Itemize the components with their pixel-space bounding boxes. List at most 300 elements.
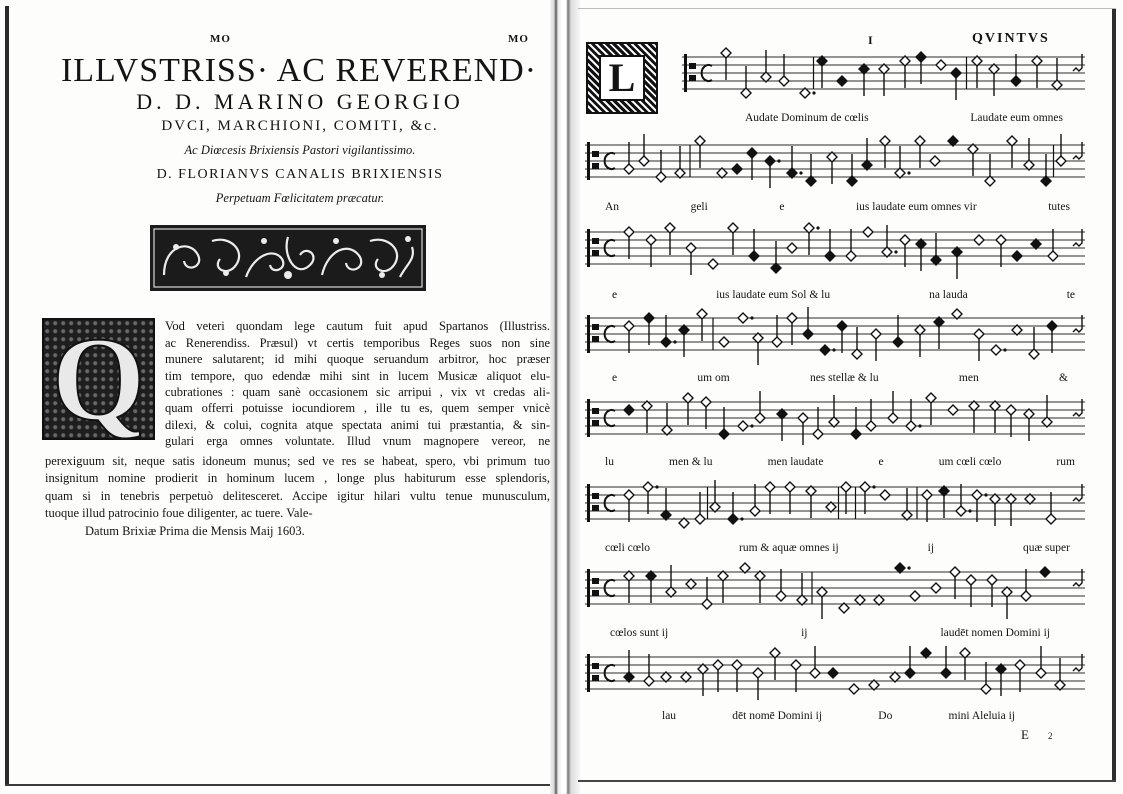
note-head: [624, 672, 634, 682]
augmentation-dot: [918, 424, 921, 427]
augmentation-dot: [750, 424, 753, 427]
lyric-syllable: na lauda: [929, 289, 968, 301]
note-head: [985, 176, 995, 186]
lyric-syllable: cœli cœlo: [605, 542, 651, 554]
lyrics-line-8: [662, 709, 1015, 724]
note-head: [738, 313, 748, 323]
note-head: [1041, 176, 1051, 186]
note-head: [1012, 251, 1022, 261]
note-head: [624, 490, 634, 500]
note-head: [860, 482, 870, 492]
note-head: [1036, 668, 1046, 678]
initial-l-frame: [599, 55, 645, 101]
note-head: [951, 68, 961, 78]
note-head: [679, 518, 689, 528]
clef: [684, 54, 687, 92]
note-head: [741, 88, 751, 98]
note-head: [972, 490, 982, 500]
note-head: [888, 413, 898, 423]
note-head: [817, 587, 827, 597]
note-head: [1006, 405, 1016, 415]
decorated-initial-q: [42, 318, 155, 440]
note-head: [755, 413, 765, 423]
letter-line: Vod veteri quondam lege cautum fuit apud Spartanos (Illustriss.: [165, 319, 550, 333]
note-head: [1007, 136, 1017, 146]
dedication-title: ILLVSTRISS· AC REVEREND·: [60, 52, 538, 89]
clef: [587, 229, 590, 267]
note-head: [847, 176, 857, 186]
note-head: [880, 490, 890, 500]
note-head: [871, 329, 881, 339]
note-head: [770, 648, 780, 658]
note-head: [820, 345, 830, 355]
note-head: [791, 660, 801, 670]
note-head: [969, 401, 979, 411]
right-page-top-edge: [578, 8, 1116, 9]
note-head: [990, 494, 1000, 504]
note-head: [915, 325, 925, 335]
augmentation-dot: [832, 348, 835, 351]
note-head: [713, 660, 723, 670]
lyrics-line-7: [610, 626, 1050, 641]
lyric-syllable: &: [1059, 372, 1068, 384]
note-head: [719, 337, 729, 347]
lyric-syllable: rum & aquæ omnes ij: [739, 542, 839, 554]
note-head: [895, 563, 905, 573]
augmentation-dot: [1003, 348, 1006, 351]
lyric-syllable: um cœli cœlo: [938, 456, 1002, 468]
addressee-titles: DVCI, MARCHIONI, COMITI, &c.: [161, 118, 439, 134]
page-number: I: [868, 33, 873, 47]
note-head: [639, 156, 649, 166]
signature-mark: E: [1021, 727, 1029, 742]
note-head: [879, 64, 889, 74]
custos: [1073, 654, 1082, 671]
note-head: [880, 136, 890, 146]
lyrics-line-2: [605, 200, 1070, 215]
augmentation-dot: [984, 493, 987, 496]
custos: [1073, 569, 1082, 586]
note-head: [1015, 660, 1025, 670]
note-head: [624, 227, 634, 237]
letter-line: quam si in tenebris perpetuò delitesceret. Accipe igitur hilari vultu tenue munusculum,: [45, 489, 550, 503]
note-head: [825, 251, 835, 261]
note-head: [718, 571, 728, 581]
lyric-syllable: An: [605, 201, 620, 213]
ornament-band: [150, 225, 426, 291]
custos: [1073, 315, 1082, 332]
note-head: [697, 309, 707, 319]
note-head: [895, 168, 905, 178]
mensuration-sign: [605, 326, 615, 342]
note-head: [719, 429, 729, 439]
lyric-syllable: ius laudate eum omnes vir: [855, 201, 977, 213]
letter-line: perexiguum sit, neque satis idoneum munus; sed ve res se habeat, spero, vbi primum tuo: [45, 454, 550, 468]
augmentation-dot: [750, 316, 753, 319]
lyric-syllable: ij: [801, 627, 808, 639]
note-head: [661, 672, 671, 682]
lyric-syllable: geli: [690, 201, 708, 213]
note-head: [1029, 349, 1039, 359]
note-head: [974, 235, 984, 245]
note-head: [643, 482, 653, 492]
clef: [592, 578, 599, 596]
note-head: [956, 506, 966, 516]
lyric-syllable: Do: [878, 710, 893, 722]
note-head: [803, 329, 813, 339]
note-head: [829, 417, 839, 427]
note-head: [1011, 76, 1021, 86]
note-head: [837, 321, 847, 331]
mensuration-sign: [702, 65, 712, 81]
note-head: [882, 247, 892, 257]
note-head: [661, 337, 671, 347]
note-head: [717, 168, 727, 178]
augmentation-dot: [907, 566, 910, 569]
note-head: [826, 502, 836, 512]
note-head: [644, 676, 654, 686]
letter-line: tim tempore, quo edendæ mihi sint in lucem Musicæ aliquot elu-: [165, 369, 550, 383]
addressee-office: Ac Diœcesis Brixiensis Pastori vigilantissimo.: [184, 143, 416, 157]
note-head: [936, 60, 946, 70]
note-head: [1002, 587, 1012, 597]
augmentation-dot: [907, 171, 910, 174]
lyric-syllable: e: [612, 289, 618, 301]
note-head: [624, 164, 634, 174]
note-head: [1040, 567, 1050, 577]
lyric-syllable: e: [878, 456, 884, 468]
note-head: [642, 401, 652, 411]
note-head: [666, 587, 676, 597]
note-head: [661, 510, 671, 520]
note-head: [974, 329, 984, 339]
note-head: [753, 668, 763, 678]
lyric-syllable: rum: [1056, 456, 1075, 468]
note-head: [683, 393, 693, 403]
note-head: [810, 668, 820, 678]
lyrics-line-3: [612, 288, 1075, 303]
lyric-syllable: um om: [697, 372, 730, 384]
note-head: [1024, 160, 1034, 170]
note-head: [698, 664, 708, 674]
note-head: [948, 405, 958, 415]
clef: [592, 151, 599, 169]
note-head: [991, 345, 1001, 355]
lyric-syllable: men & lu: [669, 456, 713, 468]
note-head: [952, 309, 962, 319]
letter-line: cubrationes : quam sanè occasionem sic arripui , vix vt credas ali-: [165, 385, 550, 399]
note-head: [922, 490, 932, 500]
note-head: [656, 172, 666, 182]
note-head: [813, 429, 823, 439]
lyric-syllable: e: [612, 372, 618, 384]
lyric-syllable: ij: [927, 542, 935, 554]
ornament-bud: [405, 236, 411, 242]
note-head: [1047, 321, 1057, 331]
note-head: [1021, 591, 1031, 601]
lyrics-line-5: [605, 455, 1075, 470]
note-head: [1025, 494, 1035, 504]
mensuration-sign: [605, 410, 615, 426]
note-head: [787, 168, 797, 178]
note-head: [874, 595, 884, 605]
note-head: [990, 401, 1000, 411]
note-head: [900, 56, 910, 66]
note-head: [695, 514, 705, 524]
note-head: [987, 575, 997, 585]
note-head: [681, 672, 691, 682]
note-head: [749, 251, 759, 261]
lyric-syllable: ius laudate eum Sol & lu: [716, 289, 831, 301]
note-head: [624, 571, 634, 581]
lyric-syllable: laudēt nomen Domini ij: [940, 627, 1050, 639]
note-head: [1012, 325, 1022, 335]
note-head: [841, 482, 851, 492]
letter-line: tuoque illud patrocinio foue diligenter, ac tuere. Vale-: [45, 506, 313, 520]
note-head: [1031, 239, 1041, 249]
note-head: [772, 337, 782, 347]
greeting-line: Perpetuam Fœlicitatem præcatur.: [215, 191, 385, 205]
letter-line: dilexi, & colui, cognita atque spectata animi tui præstantia, & sin-: [165, 418, 550, 432]
note-head: [851, 429, 861, 439]
clef: [587, 484, 590, 522]
initial-letter: L: [608, 55, 636, 100]
note-head: [701, 397, 711, 407]
right-page-bottom-edge: [578, 780, 1116, 782]
augmentation-dot: [894, 250, 897, 253]
augmentation-dot: [812, 91, 815, 94]
letter-line: quam offerri potuisse iocundiorem , ille tu es, quem semper vnicè: [165, 401, 550, 415]
lyrics-line-6: [605, 541, 1070, 556]
ornament-bud: [379, 272, 385, 278]
note-head: [785, 482, 795, 492]
note-head: [761, 72, 771, 82]
augmentation-dot: [799, 171, 802, 174]
ornament-bud: [284, 271, 292, 279]
note-head: [787, 243, 797, 253]
superscript-mo-right: MO: [508, 33, 529, 45]
note-head: [900, 235, 910, 245]
augmentation-dot: [872, 485, 875, 488]
note-head: [686, 579, 696, 589]
lyric-syllable: cœlos sunt ij: [610, 627, 669, 639]
note-head: [777, 409, 787, 419]
mensuration-sign: [605, 240, 615, 256]
note-head: [804, 223, 814, 233]
voice-part-heading: QVINTVS: [972, 31, 1050, 46]
note-head: [862, 160, 872, 170]
mensuration-sign: [605, 665, 615, 681]
note-head: [837, 76, 847, 86]
letter-line: ac Renerendiss. Præsul) vt certis temporibus Reges suos non sine: [165, 336, 550, 350]
lyric-syllable: te: [1066, 289, 1075, 301]
note-head: [1046, 514, 1056, 524]
note-head: [755, 571, 765, 581]
note-head: [806, 176, 816, 186]
note-head: [828, 668, 838, 678]
book-gutter: [550, 0, 580, 794]
right-page-edge: [1112, 8, 1116, 782]
lyric-syllable: mini Aleluia ij: [948, 710, 1015, 722]
note-head: [686, 243, 696, 253]
note-head: [732, 660, 742, 670]
note-head: [910, 591, 920, 601]
note-head: [930, 156, 940, 166]
lyric-syllable: Audate Dominum de cœlis: [745, 112, 869, 124]
note-head: [921, 648, 931, 658]
note-head: [624, 321, 634, 331]
lyric-syllable: Laudate eum omnes: [970, 112, 1063, 124]
note-head: [926, 393, 936, 403]
note-head: [950, 567, 960, 577]
note-head: [740, 563, 750, 573]
decorated-initial-l: [586, 42, 658, 114]
note-head: [765, 482, 775, 492]
clef: [689, 63, 696, 81]
note-head: [966, 575, 976, 585]
augmentation-dot: [816, 226, 819, 229]
note-head: [779, 76, 789, 86]
note-head: [827, 152, 837, 162]
augmentation-dot: [673, 340, 676, 343]
note-head: [846, 251, 856, 261]
note-head: [902, 510, 912, 520]
lyric-syllable: tutes: [1048, 201, 1070, 213]
clef: [592, 493, 599, 511]
clef: [592, 238, 599, 256]
note-head: [866, 421, 876, 431]
note-head: [797, 595, 807, 605]
note-head: [1056, 156, 1066, 166]
note-head: [905, 668, 915, 678]
note-head: [906, 421, 916, 431]
note-head: [939, 486, 949, 496]
lyric-syllable: lu: [605, 456, 614, 468]
note-head: [798, 413, 808, 423]
note-head: [849, 684, 859, 694]
note-head: [893, 337, 903, 347]
note-head: [1006, 494, 1016, 504]
lyric-syllable: men: [958, 372, 979, 384]
custos: [1073, 54, 1082, 71]
note-head: [646, 235, 656, 245]
note-head: [753, 333, 763, 343]
note-head: [1024, 409, 1034, 419]
note-head: [931, 255, 941, 265]
note-head: [787, 313, 797, 323]
ornament-bud: [261, 238, 267, 244]
lyrics-line-1: [745, 111, 1063, 126]
clef: [587, 569, 590, 607]
note-head: [750, 506, 760, 516]
note-head: [624, 405, 634, 415]
note-head: [675, 168, 685, 178]
note-head: [710, 502, 720, 512]
mensuration-sign: [605, 580, 615, 596]
note-head: [839, 603, 849, 613]
note-head: [931, 583, 941, 593]
note-head: [1052, 80, 1062, 90]
left-page-edge: [5, 6, 9, 786]
lyric-syllable: e: [779, 201, 785, 213]
custos: [1073, 229, 1082, 246]
clef: [592, 324, 599, 342]
lyrics-line-4: [612, 371, 1068, 386]
note-head: [968, 144, 978, 154]
lyric-syllable: nes stellæ & lu: [809, 372, 879, 384]
custos: [1073, 142, 1082, 159]
note-head: [948, 136, 958, 146]
note-head: [852, 349, 862, 359]
note-head: [855, 595, 865, 605]
note-head: [646, 571, 656, 581]
ornament-bud: [223, 270, 229, 276]
note-head: [916, 239, 926, 249]
note-head: [960, 648, 970, 658]
note-head: [776, 591, 786, 601]
note-head: [934, 317, 944, 327]
lyric-syllable: dēt nomē Domini ij: [732, 710, 823, 722]
note-head: [644, 313, 654, 323]
note-head: [721, 48, 731, 58]
note-head: [941, 668, 951, 678]
author-name: D. FLORIANVS CANALIS BRIXIENSIS: [156, 167, 444, 182]
note-head: [916, 52, 926, 62]
note-head: [869, 680, 879, 690]
custos: [1073, 399, 1082, 416]
clef: [592, 663, 599, 681]
custos: [1073, 484, 1082, 501]
addressee-name: D. D. MARINO GEORGIO: [136, 89, 464, 114]
note-head: [1048, 251, 1058, 261]
note-head: [915, 136, 925, 146]
note-head: [817, 56, 827, 66]
dateline: Datum Brixiæ Prima die Mensis Maij 1603.: [85, 524, 305, 538]
note-head: [765, 156, 775, 166]
note-head: [747, 148, 757, 158]
augmentation-dot: [968, 509, 971, 512]
left-page-bottom-edge: [5, 784, 553, 786]
clef: [587, 142, 590, 180]
note-head: [1042, 417, 1052, 427]
clef: [587, 315, 590, 353]
note-head: [738, 421, 748, 431]
letter-line: insignitum nomine prodierit in hominum lucem , longe plus habiturum esse splendoris,: [45, 471, 550, 485]
note-head: [981, 684, 991, 694]
note-head: [702, 599, 712, 609]
note-head: [952, 247, 962, 257]
note-head: [665, 223, 675, 233]
note-head: [806, 486, 816, 496]
clef: [587, 654, 590, 692]
lyric-syllable: men laudate: [767, 456, 824, 468]
note-head: [989, 64, 999, 74]
mensuration-sign: [605, 153, 615, 169]
letter-line: munere salutarent; id mihi quoque seruandum arbitror, hoc præser: [165, 352, 550, 366]
letter-line: gulari erga omnes voluntate. Illud vnum magnopere vereor, ne: [165, 434, 550, 448]
note-head: [1055, 680, 1065, 690]
ornament-bud: [333, 238, 339, 244]
note-head: [728, 514, 738, 524]
augmentation-dot: [740, 517, 743, 520]
initial-letter: Q: [51, 318, 146, 440]
note-head: [732, 164, 742, 174]
note-head: [863, 227, 873, 237]
mensuration-sign: [605, 495, 615, 511]
note-head: [662, 425, 672, 435]
superscript-mo-left: MO: [210, 33, 231, 45]
lyric-syllable: quæ super: [1023, 542, 1070, 554]
